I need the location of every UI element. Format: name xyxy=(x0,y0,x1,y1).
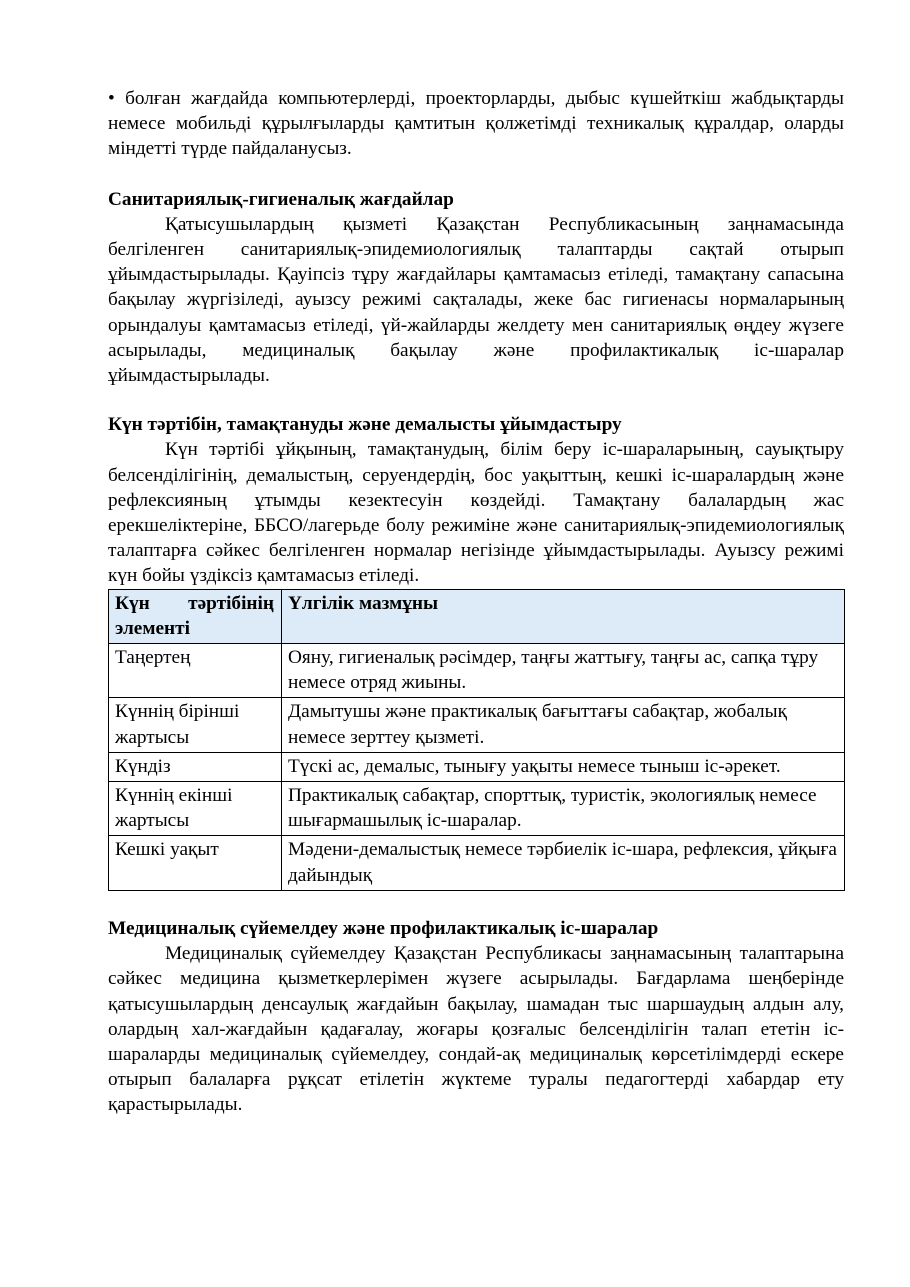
routine-element-cell: Таңертең xyxy=(109,644,282,698)
document-page xyxy=(108,86,844,1118)
routine-content-cell: Дамытушы және практикалық бағыттағы сабақтар, жобалық немесе зерттеу қызметі. xyxy=(282,698,845,752)
routine-element-cell: Күндіз xyxy=(109,752,282,781)
routine-heading: Күн тәртібін, тамақтануды және демалысты ұйымдастыру xyxy=(108,414,622,436)
routine-content-cell: Түскі ас, демалыс, тынығу уақыты немесе тыныш іс-әрекет. xyxy=(282,752,845,781)
sanitary-heading: Санитариялық-гигиеналық жағдайлар xyxy=(108,188,454,210)
routine-content-cell: Ояну, гигиеналық рәсімдер, таңғы жаттығу, таңғы ас, сапқа тұру немесе отряд жиыны. xyxy=(282,644,845,698)
medical-heading: Медициналық сүйемелдеу және профилактикалық іс-шаралар xyxy=(108,917,659,939)
table-row xyxy=(109,782,845,836)
table-header-row xyxy=(109,589,845,643)
header-routine-element: Күн тәртібінің элементі xyxy=(109,589,282,643)
daily-routine-table xyxy=(108,589,845,891)
table-row xyxy=(109,698,845,752)
sanitary-paragraph: Қатысушылардың қызметі Қазақстан Республикасының заңнамасында белгіленген санитариялық-эпидемиологиялық талаптарды сақтай отырып ұйымдастырылады. Қауіпсіз тұру жағдайлары қамтамасыз етіледі, тамақтану сапасына бақылау жүргізіледі, ауызсу режимі сақталады, жеке бас гигиенасы нормаларының орындалуы қамтамасыз етіледі, үй-жайларды желдету мен санитариялық өңдеу жүзеге асырылады, медициналық бақылау және профилактикалық іс-шаралар ұйымдастырылады. xyxy=(108,213,844,387)
medical-paragraph: Медициналық сүйемелдеу Қазақстан Республикасы заңнамасының талаптарына сәйкес медицина қызметкерлерімен жүзеге асырылады. Бағдарлама шеңберінде қатысушылардың денсаулық жағдайын бақылау, шамадан тыс шаршаудың алдын алу, олардың хал-жағдайын қадағалау, жоғары қозғалыс белсенділігін талап ететін іс-шараларды медициналық сүйемелдеу, сондай-ақ медициналық көрсетілімдерді ескере отырып балаларға рұқсат етілетін жүктеме туралы педагогтерді хабардар ету қарастырылады. xyxy=(108,943,844,1116)
routine-content-cell: Практикалық сабақтар, спорттық, туристік, экологиялық немесе шығармашылық іс-шаралар. xyxy=(282,782,845,836)
table-row xyxy=(109,752,845,781)
intro-bullet-paragraph: • болған жағдайда компьютерлерді, проекторларды, дыбыс күшейткіш жабдықтарды немесе мобильді құрылғыларды қамтитын қолжетімді техникалық құралдар, оларды міндетті түрде пайдаланусыз. xyxy=(108,88,844,160)
routine-element-cell: Күннің екінші жартысы xyxy=(109,782,282,836)
table-row xyxy=(109,644,845,698)
table-row xyxy=(109,836,845,890)
routine-content-cell: Мәдени-демалыстық немесе тәрбиелік іс-шара, рефлексия, ұйқыға дайындық xyxy=(282,836,845,890)
header-sample-content: Үлгілік мазмұны xyxy=(282,589,845,643)
routine-paragraph: Күн тәртібі ұйқының, тамақтанудың, білім беру іс-шараларының, сауықтыру белсенділігінің, демалыстың, серуендердің, бос уақыттың, кешкі іс-шаралардың және рефлексияның ұтымды кезектесуін көздейді. Тамақтану балалардың жас ерекшеліктеріне, ББСО/лагерьде болу режиміне және санитариялық-эпидемиологиялық талаптарға сәйкес белгіленген нормалар негізінде ұйымдастырылады. Ауызсу режимі күн бойы үздіксіз қамтамасыз етіледі. xyxy=(108,439,844,587)
routine-element-cell: Кешкі уақыт xyxy=(109,836,282,890)
routine-element-cell: Күннің бірінші жартысы xyxy=(109,698,282,752)
